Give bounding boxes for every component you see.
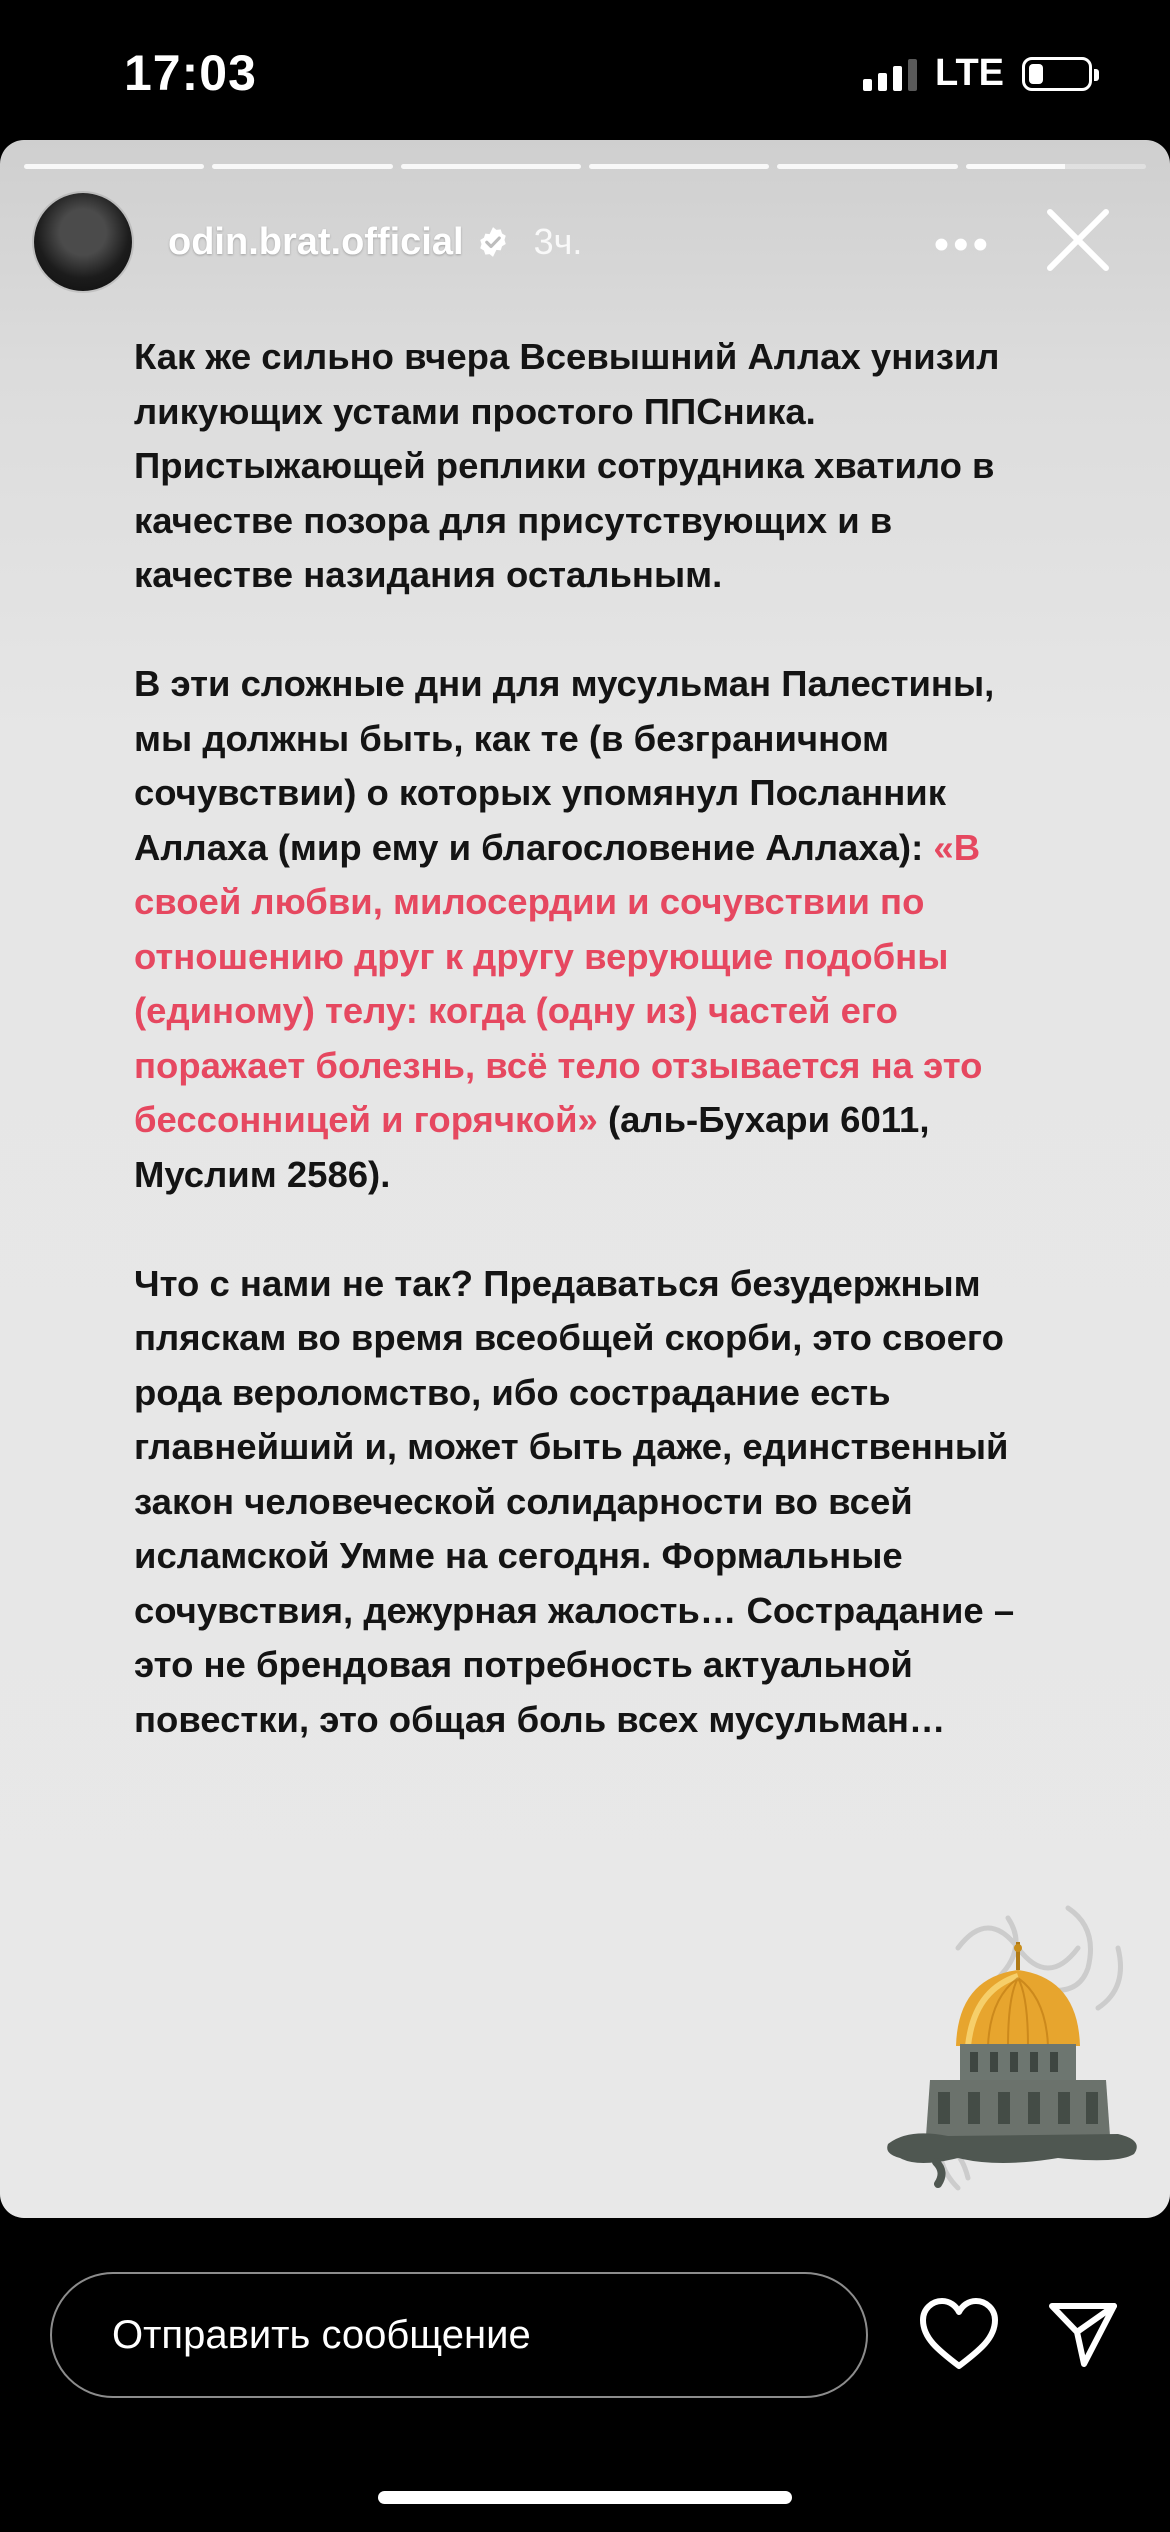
- hadith-quote: «В своей любви, милосердии и сочувствии по отношению друг к другу верующие подобны (единому) телу: когда (одну из) частей его поражает болезнь, всё тело отзывается на это бессонницей и горячкой»: [134, 826, 983, 1140]
- story-progress-segment: [777, 164, 957, 169]
- story-header: [34, 192, 1140, 292]
- story-text-segment: Как же сильно вчера Всевышний Аллах унизил ликующих устами простого ППСника. Пристыжающей реплики сотрудника хватило в качестве позора для присутствующих и в качестве назидания остальным.: [134, 336, 1000, 595]
- username[interactable]: odin.brat.official: [168, 220, 464, 263]
- status-indicators: [863, 52, 1092, 95]
- home-indicator[interactable]: [378, 2491, 792, 2504]
- story-progress-segment: [966, 164, 1146, 169]
- story-progress-bar: [24, 164, 1146, 169]
- message-input-placeholder: Отправить сообщение: [112, 2312, 531, 2357]
- story-paragraph: [134, 1257, 1054, 1748]
- dome-of-the-rock-sticker: [818, 1878, 1148, 2218]
- verified-badge-icon: [476, 225, 510, 259]
- close-icon[interactable]: [1040, 202, 1116, 278]
- message-input[interactable]: [50, 2272, 868, 2398]
- story-progress-segment: [24, 164, 204, 169]
- story-text-segment: (аль-Бухари 6011, Муслим 2586).: [134, 1099, 930, 1195]
- story-progress-segment: [212, 164, 392, 169]
- network-type: LTE: [935, 52, 1004, 94]
- signal-icon: [863, 57, 917, 91]
- status-time: 17:03: [124, 45, 257, 101]
- send-icon[interactable]: [1046, 2298, 1120, 2370]
- more-dots-icon[interactable]: •••: [933, 220, 992, 269]
- story-paragraph: [134, 657, 1054, 1202]
- story-card[interactable]: [0, 140, 1170, 2218]
- story-paragraph: [134, 330, 1054, 603]
- story-progress-segment: [589, 164, 769, 169]
- story-text-segment: Что с нами не так? Предаваться безудержным пляскам во время всеобщей скорби, это своего рода вероломство, ибо сострадание есть главнейший и, может быть даже, единственный закон человеческой солидарности во всей исламской Умме на сегодня. Формальные сочувствия, дежурная жалость… Сострадание – это не брендовая потребность актуальной повестки, это общая боль всех мусульман…: [134, 1262, 1015, 1740]
- heart-icon[interactable]: [918, 2296, 1000, 2372]
- battery-icon: [1022, 57, 1092, 91]
- story-text: [134, 330, 1054, 1747]
- story-text-segment: В эти сложные дни для мусульман Палестины, мы должны быть, как те (в безграничном сочувствии) о которых упомянул Посланник Аллаха (мир ему и благословение Аллаха):: [134, 663, 995, 868]
- story-progress-segment: [401, 164, 581, 169]
- story-time-ago: 3ч.: [533, 221, 583, 262]
- avatar[interactable]: [34, 193, 132, 291]
